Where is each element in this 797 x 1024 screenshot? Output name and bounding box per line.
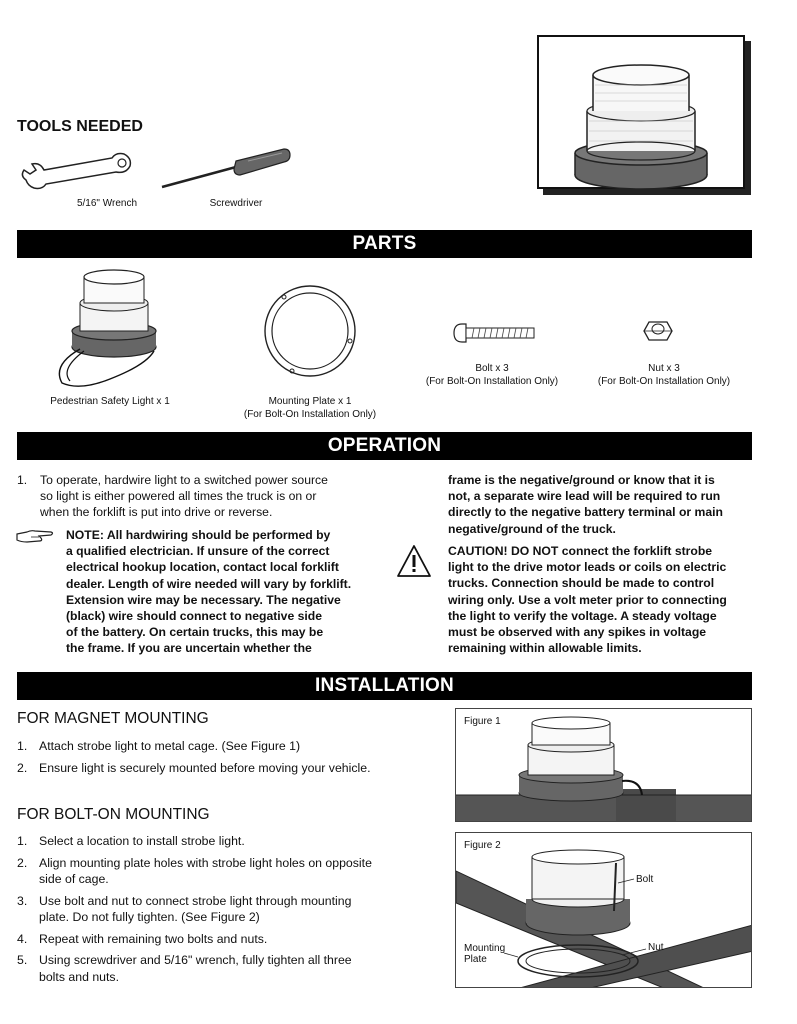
bolt-label: Bolt x 3 (For Bolt-On Installation Only) [425, 363, 559, 387]
list-item: 5. Using screwdriver and 5/16" wrench, fully tighten all three bolts and nuts. [17, 953, 352, 984]
operation-step-1: To operate, hardwire light to a switched power source so light is either powered all times the truck is on or when the forklift is put into drive or reverse. [40, 473, 328, 520]
operation-caution: CAUTION! DO NOT connect the forklift strobe light to the drive motor leads or coils on electric trucks. Connection should be made to control wiring only. Use a volt meter prior to connecting the light to verify the voltage. A steady voltage must be observed with any spikes in voltage remaining within allowable limits. [448, 544, 727, 656]
nut-label: Nut x 3 (For Bolt-On Installation Only) [597, 363, 731, 387]
list-item: 1. Attach strobe light to metal cage. (See Figure 1) [17, 739, 301, 753]
magnet-steps [17, 738, 377, 781]
mounting-plate-label: Mounting Plate x 1 (For Bolt-On Installation Only) [243, 396, 377, 420]
mounting-plate-image [262, 283, 358, 379]
safety-light-label: Pedestrian Safety Light x 1 [50, 396, 170, 407]
figure-1 [455, 708, 752, 822]
wrench-label: 5/16" Wrench [76, 198, 138, 209]
screwdriver-label: Screwdriver [209, 198, 263, 209]
list-item: 2. Align mounting plate holes with strobe light holes on opposite side of cage. [17, 855, 372, 886]
magnet-mounting-heading: FOR MAGNET MOUNTING [17, 710, 209, 727]
list-item: 2. Ensure light is securely mounted before moving your vehicle. [17, 760, 371, 775]
operation-step-1-number: 1. [17, 473, 28, 487]
operation-note: NOTE: All hardwiring should be performed by a qualified electrician. If unsure of the correct electrical hookup location, contact local forklift dealer. Length of wire needed will vary by forklift. Extension wire may be necessary. The negative (black) wire should connect to negative side of the battery. On certain trucks, this may be the frame. If you are uncertain whether the [66, 528, 352, 656]
operation-heading: OPERATION [17, 432, 752, 460]
list-item: 1. Select a location to install strobe light. [17, 834, 245, 848]
figure-1-label: Figure 1 [464, 716, 501, 727]
figure-2-label: Figure 2 [464, 840, 501, 851]
pointing-hand-icon [15, 528, 55, 546]
bolt-image [452, 322, 536, 344]
tools-heading: TOOLS NEEDED [17, 118, 143, 135]
list-item: 3. Use bolt and nut to connect strobe light through mounting plate. Do not fully tighten. (See Figure 2) [17, 893, 352, 924]
operation-note-continued: frame is the negative/ground or know that it is not, a separate wire lead will be required to run directly to the negative battery terminal or main negative/ground of the truck. [448, 473, 723, 536]
hero-light-image [537, 35, 751, 195]
warning-icon [396, 544, 432, 578]
figure-2-bolt-label: Bolt [636, 874, 654, 885]
screwdriver-icon [158, 145, 293, 193]
installation-heading: INSTALLATION [17, 672, 752, 700]
bolt-steps [17, 833, 377, 990]
figure-2-plate-label: Mounting Plate [464, 943, 506, 965]
safety-light-image [50, 265, 170, 390]
figure-2 [455, 832, 752, 988]
nut-image [643, 318, 673, 344]
list-item: 4. Repeat with remaining two bolts and nuts. [17, 931, 268, 946]
figure-2-nut-label: Nut [648, 942, 664, 953]
parts-heading: PARTS [17, 230, 752, 258]
bolt-mounting-heading: FOR BOLT-ON MOUNTING [17, 806, 210, 823]
wrench-icon [16, 150, 136, 195]
